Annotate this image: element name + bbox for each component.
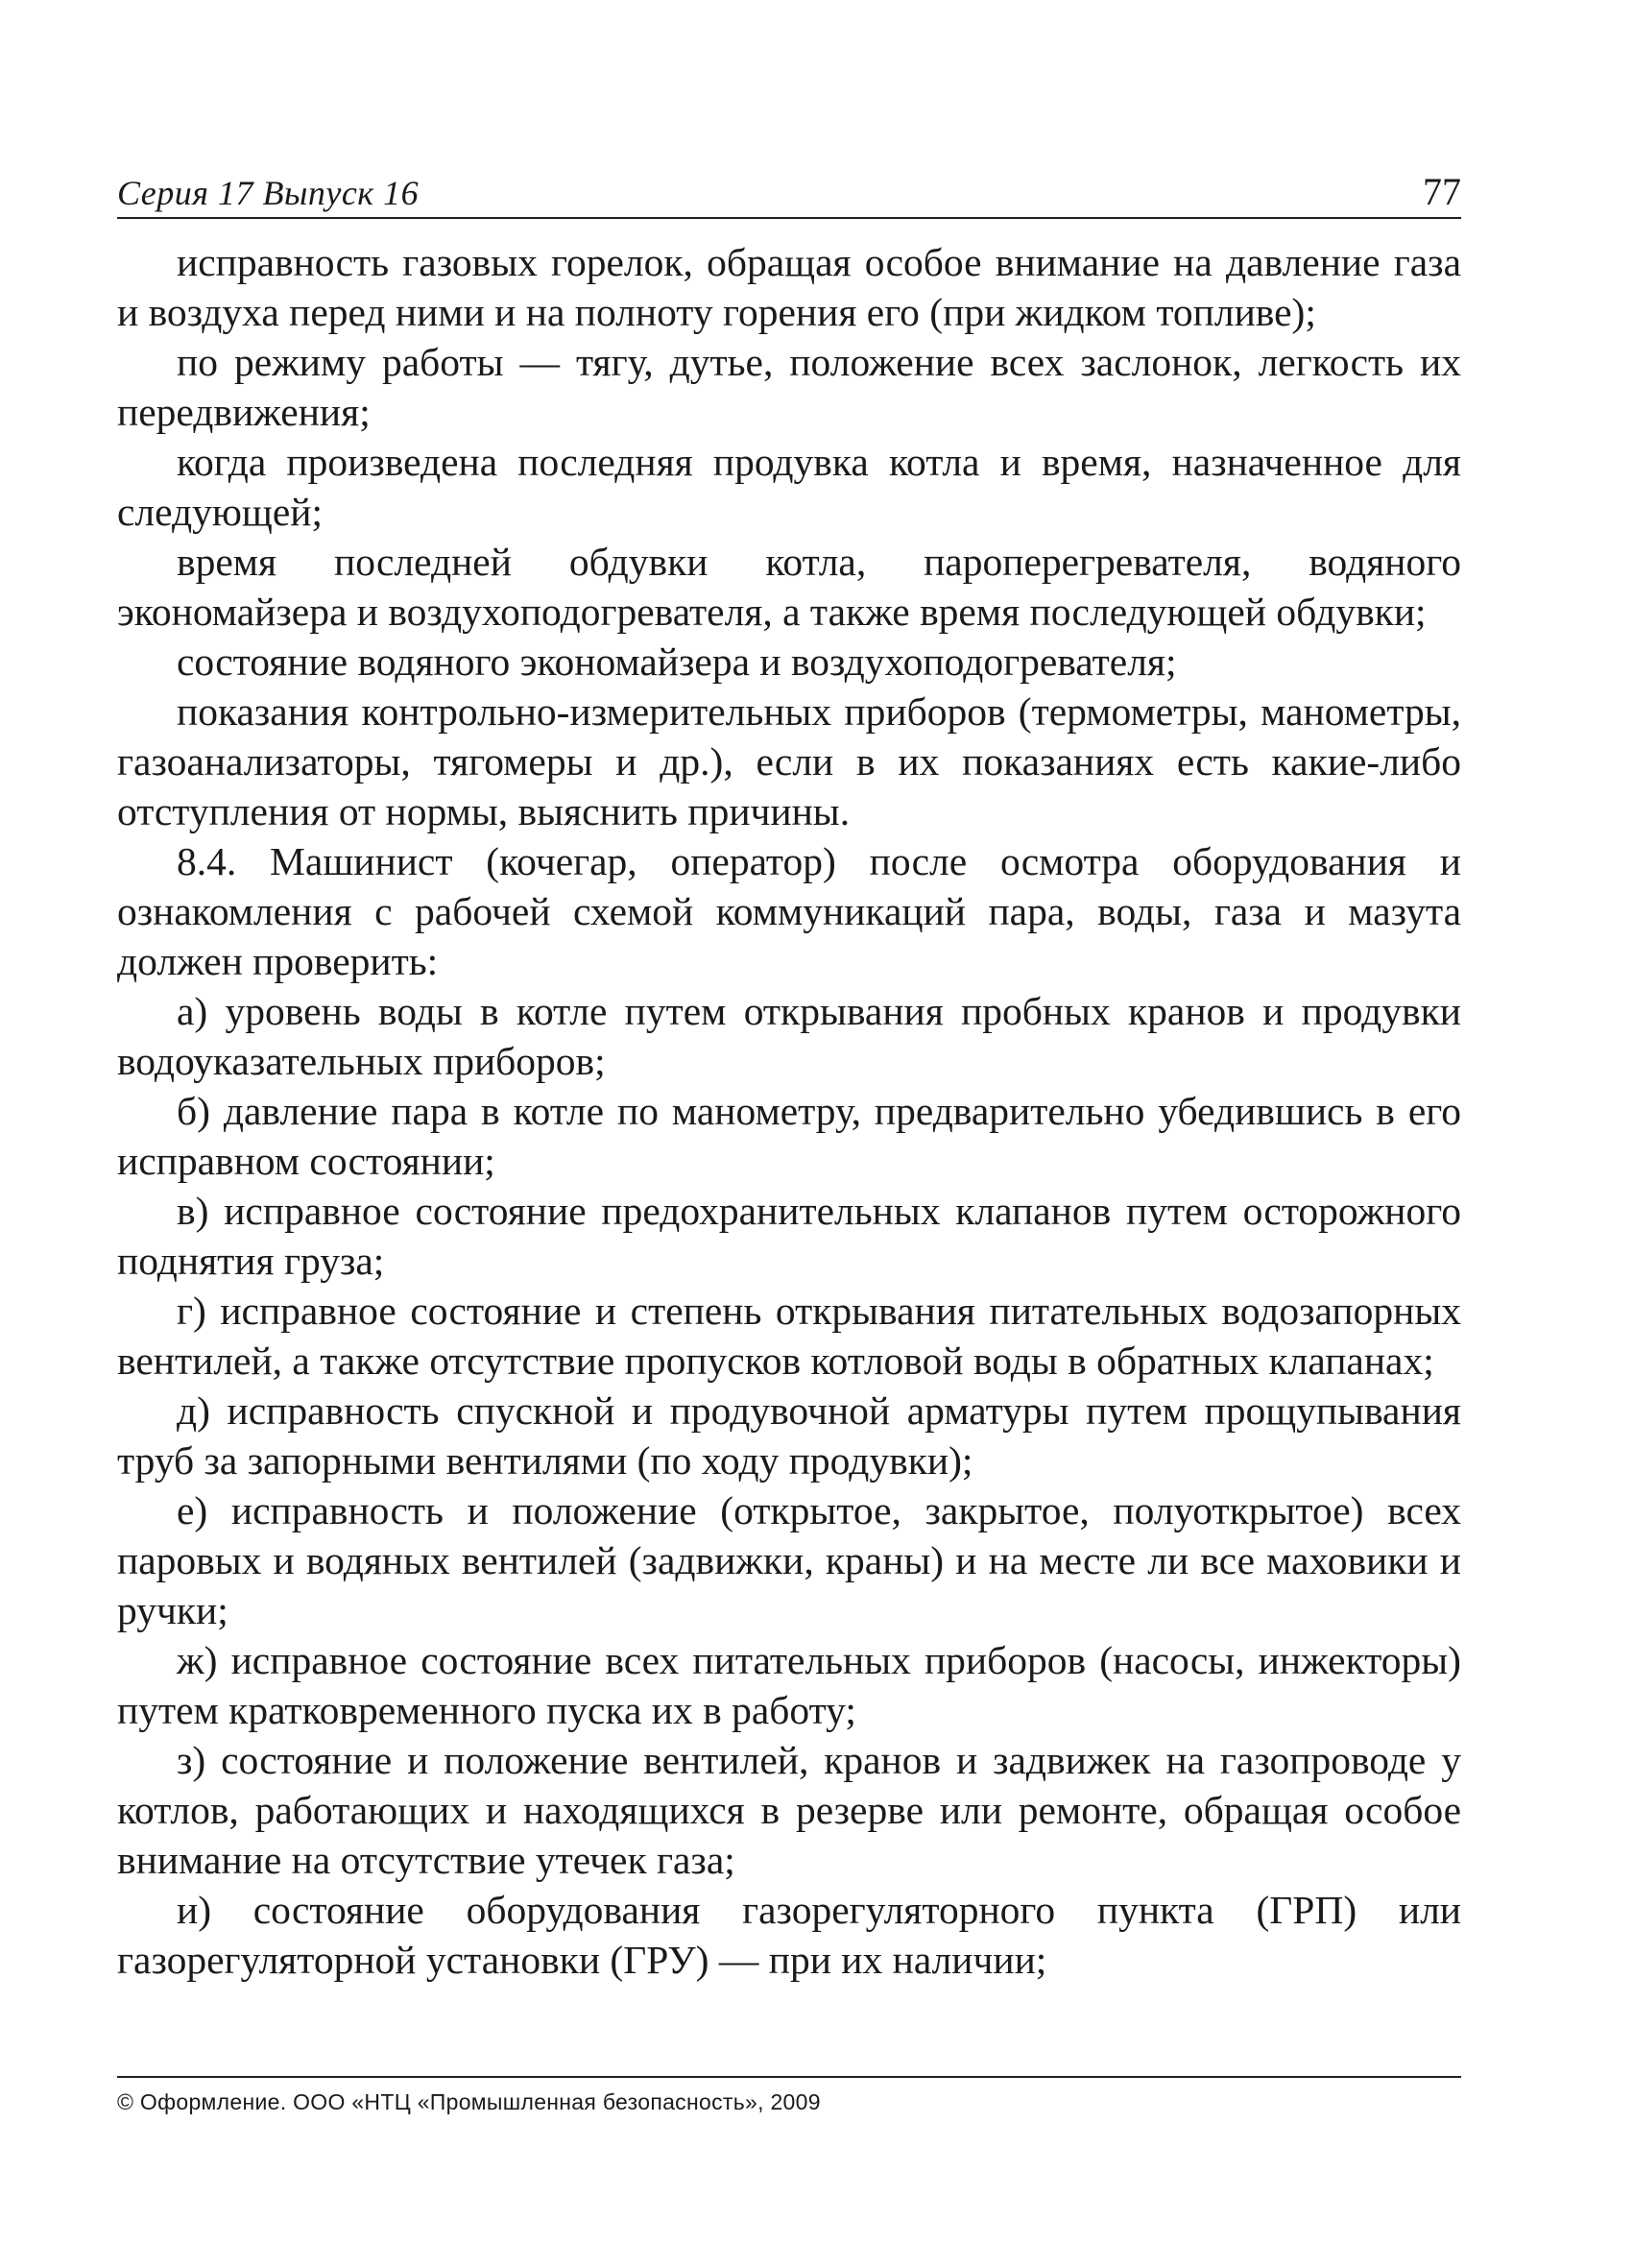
list-item-e: е) исправность и положение (открытое, закрытое, полуоткрытое) всех паровых и водяных вентилей (задвижки, краны) и на месте ли все маховики и ручки; [117,1488,1461,1632]
list-item-g: г) исправное состояние и степень открывания питательных водозапорных вентилей, а также отсутствие пропусков котловой воды в обратных клапанах; [117,1289,1461,1383]
list-item-b: б) давление пара в котле по манометру, предварительно убедившись в его исправном состоянии; [117,1089,1461,1183]
header-divider [117,217,1461,219]
list-item-v: в) исправное состояние предохранительных клапанов путем осторожного поднятия груза; [117,1189,1461,1283]
paragraph-instrument-readings: показания контрольно-измерительных приборов (термометры, манометры, газоанализаторы, тягомеры и др.), если в их показаниях есть какие-либо отступления от нормы, выяснить причины. [117,689,1461,833]
page-number: 77 [1423,170,1461,213]
body-text [117,237,1461,1985]
paragraph-last-soot-blowing: время последней обдувки котла, пароперегревателя, водяного экономайзера и воздухоподогревателя, а также время последующей обдувки; [117,540,1461,634]
page-header [117,165,1461,219]
paragraph-operating-mode: по режиму работы — тягу, дутье, положение всех заслонок, легкость их передвижения; [117,340,1461,434]
footer-copyright: © Оформление. ООО «НТЦ «Промышленная безопасность», 2009 [117,2089,821,2114]
list-item-zh: ж) исправное состояние всех питательных приборов (насосы, инжекторы) путем кратковременного пуска их в работу; [117,1638,1461,1732]
list-item-i: и) состояние оборудования газорегуляторного пункта (ГРП) или газорегуляторной установки (ГРУ) — при их наличии; [117,1888,1461,1982]
list-item-a: а) уровень воды в котле путем открывания пробных кранов и продувки водоуказательных приборов; [117,989,1461,1083]
paragraph-economizer-state: состояние водяного экономайзера и воздухоподогревателя; [177,639,1177,684]
list-item-d: д) исправность спускной и продувочной арматуры путем прощупывания труб за запорными вентилями (по ходу продувки); [117,1388,1461,1483]
list-item-z: з) состояние и положение вентилей, кранов и задвижек на газопроводе у котлов, работающих и находящихся в резерве или ремонте, обращая особое внимание на отсутствие утечек газа; [117,1738,1461,1882]
series-title: Серия 17 Выпуск 16 [117,174,420,212]
paragraph-section-8-4: 8.4. Машинист (кочегар, оператор) после осмотра оборудования и ознакомления с рабочей схемой коммуникаций пара, воды, газа и мазута должен проверить: [117,839,1461,983]
paragraph-gas-burners: исправность газовых горелок, обращая особое внимание на давление газа и воздуха перед ними и на полноту горения его (при жидком топливе); [117,240,1461,334]
footer-divider [117,2076,1461,2078]
paragraph-last-blowdown: когда произведена последняя продувка котла и время, назначенное для следующей; [117,440,1461,534]
